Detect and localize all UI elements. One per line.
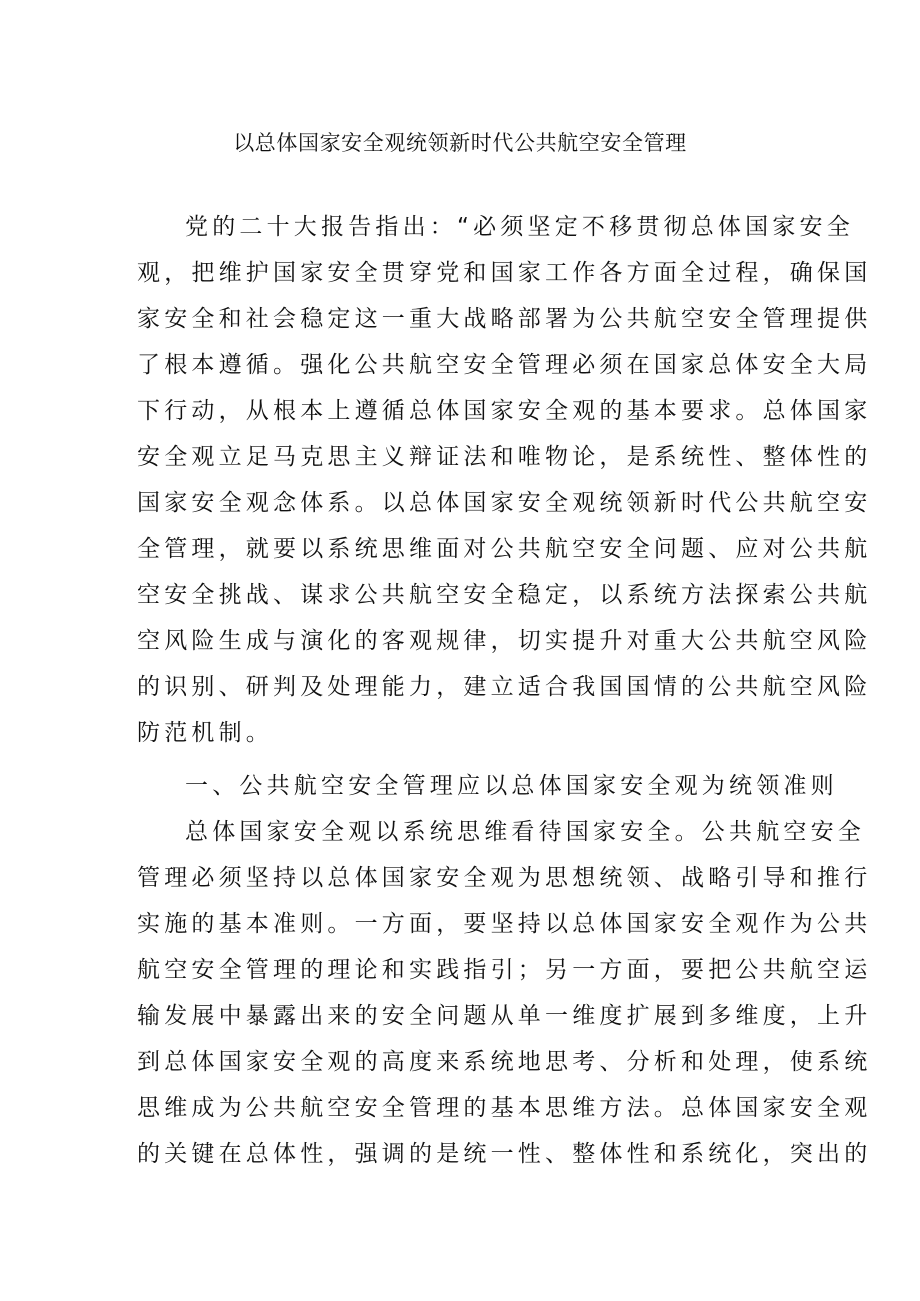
paragraph-2-line-7: 思维成为公共航空安全管理的基本思维方法。总体国家安全观 (137, 1095, 872, 1121)
paragraph-1-line-8: 全管理，就要以系统思维面对公共航空安全问题、应对公共航 (137, 536, 872, 562)
paragraph-2-line-3: 实施的基本准则。一方面，要坚持以总体国家安全观作为公共 (137, 911, 872, 937)
paragraph-2-line-6: 到总体国家安全观的高度来系统地思考、分析和处理，使系统 (137, 1049, 872, 1075)
paragraph-1-line-4: 了根本遵循。强化公共航空安全管理必须在国家总体安全大局 (137, 352, 872, 378)
paragraph-2-line-2: 管理必须坚持以总体国家安全观为思想统领、战略引导和推行 (137, 865, 872, 891)
paragraph-2-line-1: 总体国家安全观以系统思维看待国家安全。公共航空安全 (185, 819, 865, 845)
paragraph-2-line-5: 输发展中暴露出来的安全问题从单一维度扩展到多维度，上升 (137, 1003, 872, 1029)
paragraph-1-line-10: 空风险生成与演化的客观规律，切实提升对重大公共航空风险 (137, 628, 872, 654)
paragraph-1-line-11: 的识别、研判及处理能力，建立适合我国国情的公共航空风险 (137, 674, 872, 700)
paragraph-1-line-6: 安全观立足马克思主义辩证法和唯物论，是系统性、整体性的 (137, 444, 872, 470)
paragraph-1-line-5: 下行动，从根本上遵循总体国家安全观的基本要求。总体国家 (137, 398, 872, 424)
paragraph-2-line-4: 航空安全管理的理论和实践指引；另一方面，要把公共航空运 (137, 957, 872, 983)
paragraph-1-line-7: 国家安全观念体系。以总体国家安全观统领新时代公共航空安 (137, 490, 872, 516)
paragraph-1-line-1: 党的二十大报告指出：“必须坚定不移贯彻总体国家安全 (185, 214, 854, 240)
section-heading-1: 一、公共航空安全管理应以总体国家安全观为统领准则 (185, 773, 838, 799)
document-title: 以总体国家安全观统领新时代公共航空安全管理 (233, 131, 687, 155)
paragraph-2-line-8: 的关键在总体性，强调的是统一性、整体性和系统化，突出的 (137, 1141, 872, 1167)
paragraph-1-line-2: 观，把维护国家安全贯穿党和国家工作各方面全过程，确保国 (137, 260, 872, 286)
paragraph-1-line-12: 防范机制。 (137, 720, 273, 746)
paragraph-1-line-9: 空安全挑战、谋求公共航空安全稳定，以系统方法探索公共航 (137, 582, 872, 608)
paragraph-1-line-3: 家安全和社会稳定这一重大战略部署为公共航空安全管理提供 (137, 306, 872, 332)
